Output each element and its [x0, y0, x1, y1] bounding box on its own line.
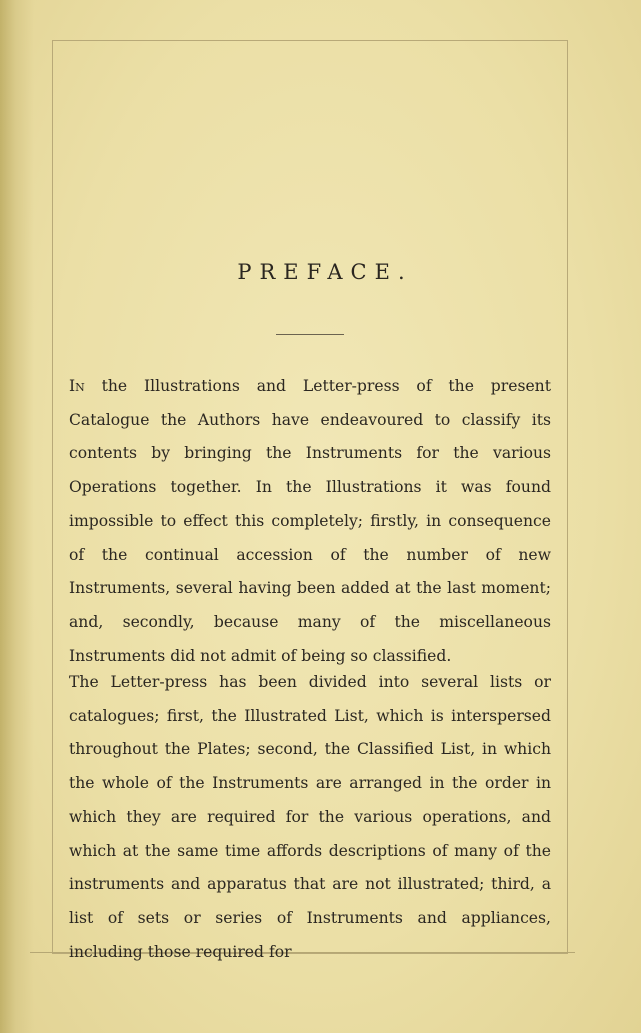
- page-title: PREFACE.: [237, 260, 413, 284]
- paragraph-2: [69, 666, 551, 969]
- title-divider: [276, 334, 344, 335]
- paragraph-2-text: The Letter-press has been divided into several lists or catalogues; first, the Illustrated List, which is interspersed throughout the Plates; second, the Classified List, in which the whole of the Instruments are arranged in the order in which they are required for the various operations, and which at the same time affords descriptions of many of the instruments and apparatus that are not illustrated; third, a list of sets or series of Instruments and appliances, including those required for: [69, 673, 551, 961]
- paragraph-1-lead: In: [69, 377, 85, 395]
- paragraph-1-text: the Illustrations and Letter-press of the present Catalogue the Authors have endeavoured to classify its contents by bringing the Instruments for the various Operations together. In the Illustrations it was found impossible to effect this completely; firstly, in consequence of the continual accession of the number of new Instruments, several having been added at the last moment; and, secondly, because many of the miscellaneous Instruments did not admit of being so classified.: [69, 377, 551, 665]
- paragraph-1: [69, 370, 551, 673]
- binding-shadow: [0, 0, 34, 1033]
